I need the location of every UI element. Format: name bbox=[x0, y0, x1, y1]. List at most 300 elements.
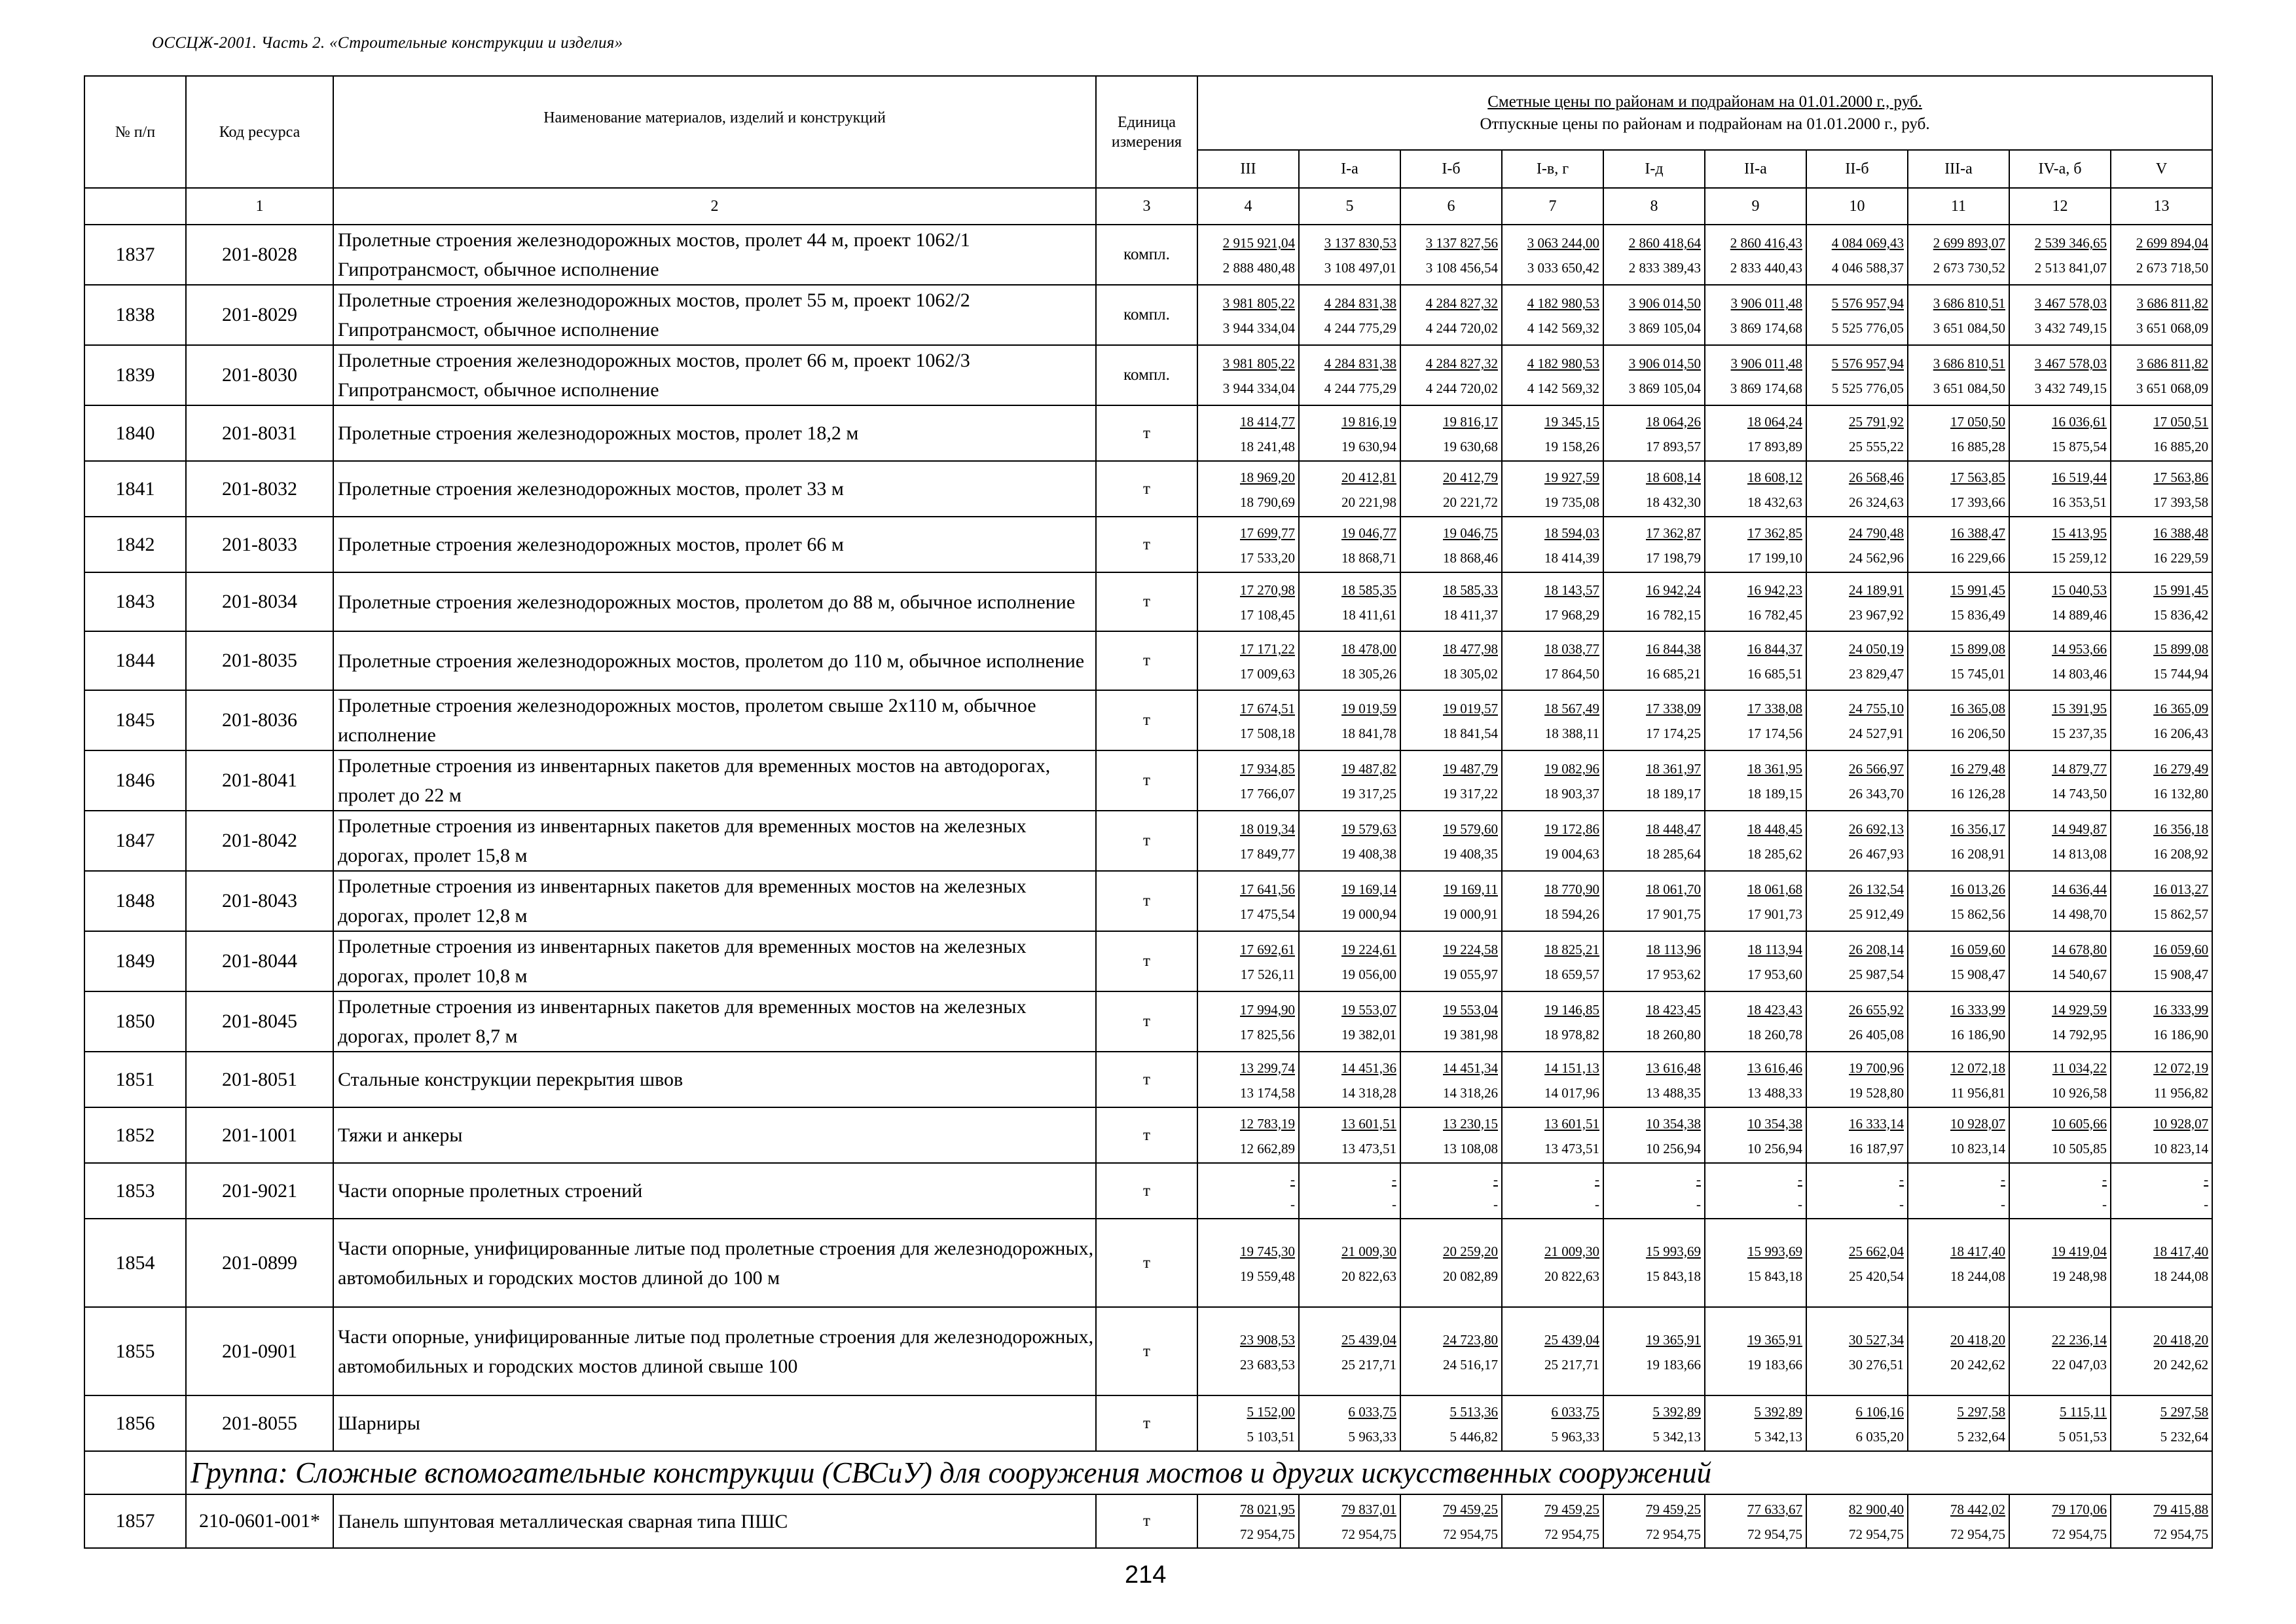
release-price: 17 533,20 bbox=[1240, 549, 1295, 566]
estimate-price: - bbox=[1798, 1171, 1802, 1187]
price-cell bbox=[2111, 1219, 2212, 1307]
estimate-price: 3 686 810,51 bbox=[1933, 356, 2005, 371]
estimate-price: 4 284 827,32 bbox=[1425, 295, 1498, 311]
release-price: 2 833 389,43 bbox=[1628, 260, 1701, 276]
release-price: 3 869 174,68 bbox=[1730, 380, 1802, 396]
release-price: 14 743,50 bbox=[2052, 786, 2107, 802]
release-price: 4 142 569,32 bbox=[1527, 380, 1599, 396]
price-cell bbox=[1705, 690, 1806, 750]
release-price: 15 862,56 bbox=[1950, 906, 2005, 922]
release-price: 10 256,94 bbox=[1747, 1140, 1802, 1156]
estimate-price: 18 585,33 bbox=[1443, 582, 1498, 598]
estimate-price: 15 413,95 bbox=[2052, 525, 2107, 541]
estimate-price: 26 692,13 bbox=[1849, 821, 1904, 837]
release-price: 20 082,89 bbox=[1443, 1268, 1498, 1284]
release-price: 18 841,78 bbox=[1341, 726, 1396, 741]
price-cell bbox=[2009, 1163, 2111, 1219]
estimate-price: 17 270,98 bbox=[1240, 582, 1295, 598]
estimate-price: 16 942,23 bbox=[1747, 582, 1802, 598]
estimate-price: - bbox=[2204, 1171, 2209, 1187]
colnum-blank bbox=[84, 188, 186, 225]
price-cell bbox=[1400, 285, 1502, 345]
price-cell bbox=[1502, 517, 1603, 572]
release-price: - bbox=[1392, 1196, 1396, 1212]
release-price: 23 829,47 bbox=[1849, 666, 1904, 682]
release-price: 22 047,03 bbox=[2052, 1356, 2107, 1373]
unit-of-measure: компл. bbox=[1096, 345, 1197, 405]
price-cell bbox=[1806, 811, 1908, 871]
price-cell bbox=[2009, 1052, 2111, 1107]
release-price: 4 142 569,32 bbox=[1527, 320, 1599, 336]
release-price: 5 446,82 bbox=[1449, 1428, 1498, 1445]
release-price: 15 862,57 bbox=[2153, 906, 2209, 922]
header-region: III bbox=[1197, 150, 1299, 188]
price-cell bbox=[2009, 405, 2111, 461]
price-cell bbox=[1197, 1163, 1299, 1219]
price-cell bbox=[1603, 1494, 1705, 1548]
row-number: 1845 bbox=[84, 690, 186, 750]
column-number: 5 bbox=[1299, 188, 1400, 225]
price-cell bbox=[1502, 1494, 1603, 1548]
estimate-price: 24 050,19 bbox=[1849, 641, 1904, 657]
unit-of-measure: компл. bbox=[1096, 285, 1197, 345]
price-cell bbox=[1299, 1107, 1400, 1163]
price-cell bbox=[1806, 517, 1908, 572]
release-price: 18 868,46 bbox=[1443, 549, 1498, 566]
column-number: 8 bbox=[1603, 188, 1705, 225]
release-price: 5 232,64 bbox=[1957, 1428, 2005, 1445]
estimate-price: 4 182 980,53 bbox=[1527, 356, 1599, 371]
price-cell bbox=[2111, 285, 2212, 345]
estimate-price: 16 333,99 bbox=[2153, 1002, 2209, 1018]
estimate-price: 10 928,07 bbox=[1950, 1115, 2005, 1132]
material-name: Пролетные строения железнодорожных мостов, пролет 18,2 м bbox=[333, 405, 1096, 461]
release-price: 10 926,58 bbox=[2052, 1084, 2107, 1101]
price-cell bbox=[1502, 931, 1603, 991]
estimate-price: 5 576 957,94 bbox=[1831, 295, 1904, 311]
release-price: 10 256,94 bbox=[1646, 1140, 1701, 1156]
header-region: III-а bbox=[1908, 150, 2009, 188]
release-price: 16 206,43 bbox=[2153, 726, 2209, 741]
table-row bbox=[84, 1163, 2212, 1219]
header-num: № п/п bbox=[84, 76, 186, 188]
release-price: 20 822,63 bbox=[1341, 1268, 1396, 1284]
release-price: 3 944 334,04 bbox=[1222, 380, 1295, 396]
estimate-price: 79 459,25 bbox=[1646, 1502, 1701, 1517]
price-cell bbox=[2009, 1395, 2111, 1451]
column-number: 11 bbox=[1908, 188, 2009, 225]
resource-code: 210-0601-001* bbox=[186, 1494, 333, 1548]
release-price: 16 885,20 bbox=[2153, 438, 2209, 454]
price-cell bbox=[1603, 931, 1705, 991]
column-number: 6 bbox=[1400, 188, 1502, 225]
price-cell bbox=[1197, 517, 1299, 572]
estimate-price: 18 414,77 bbox=[1240, 413, 1295, 430]
price-cell bbox=[1299, 931, 1400, 991]
release-price: 14 318,28 bbox=[1341, 1084, 1396, 1101]
price-cell bbox=[1299, 811, 1400, 871]
release-price: 15 843,18 bbox=[1646, 1268, 1701, 1284]
estimate-price: 13 616,46 bbox=[1747, 1060, 1802, 1076]
release-price: 3 869 174,68 bbox=[1730, 320, 1802, 336]
resource-code: 201-8028 bbox=[186, 225, 333, 285]
unit-of-measure: т bbox=[1096, 750, 1197, 811]
resource-code: 201-8045 bbox=[186, 991, 333, 1052]
header-region: I-в, г bbox=[1502, 150, 1603, 188]
release-price: 13 174,58 bbox=[1240, 1084, 1295, 1101]
price-cell bbox=[1197, 1494, 1299, 1548]
estimate-price: 18 361,95 bbox=[1747, 761, 1802, 777]
price-cell bbox=[1502, 285, 1603, 345]
estimate-price: 3 686 810,51 bbox=[1933, 295, 2005, 311]
resource-code: 201-9021 bbox=[186, 1163, 333, 1219]
estimate-price: 19 700,96 bbox=[1849, 1060, 1904, 1076]
price-cell bbox=[1197, 1307, 1299, 1395]
price-cell bbox=[1603, 871, 1705, 931]
material-name: Пролетные строения железнодорожных мостов, пролет 55 м, проект 1062/2 Гипротрансмост, обычное исполнение bbox=[333, 285, 1096, 345]
unit-of-measure: т bbox=[1096, 1219, 1197, 1307]
release-price: 14 803,46 bbox=[2052, 666, 2107, 682]
material-name: Панель шпунтовая металлическая сварная типа ПШС bbox=[333, 1494, 1096, 1548]
estimate-price: 14 949,87 bbox=[2052, 821, 2107, 837]
estimate-price: 19 927,59 bbox=[1544, 469, 1599, 485]
column-number: 9 bbox=[1705, 188, 1806, 225]
resource-code: 201-0901 bbox=[186, 1307, 333, 1395]
price-cell bbox=[2111, 750, 2212, 811]
release-price: 72 954,75 bbox=[1240, 1526, 1295, 1542]
unit-of-measure: т bbox=[1096, 690, 1197, 750]
estimate-price: 18 825,21 bbox=[1544, 942, 1599, 957]
estimate-price: 16 365,08 bbox=[1950, 701, 2005, 716]
release-price: 12 662,89 bbox=[1240, 1140, 1295, 1156]
price-cell bbox=[1908, 1107, 2009, 1163]
release-price: 25 987,54 bbox=[1849, 967, 1904, 982]
price-cell bbox=[2009, 690, 2111, 750]
estimate-price: 18 361,97 bbox=[1646, 761, 1701, 777]
estimate-price: 20 412,79 bbox=[1443, 469, 1498, 485]
release-price: 19 248,98 bbox=[2052, 1268, 2107, 1284]
price-cell bbox=[1603, 1395, 1705, 1451]
price-cell bbox=[2111, 811, 2212, 871]
release-price: 14 540,67 bbox=[2052, 967, 2107, 982]
estimate-price: 5 513,36 bbox=[1449, 1403, 1498, 1420]
estimate-price: 19 146,85 bbox=[1544, 1002, 1599, 1018]
estimate-price: 15 391,95 bbox=[2052, 701, 2107, 716]
row-number: 1837 bbox=[84, 225, 186, 285]
estimate-price: 16 013,27 bbox=[2153, 881, 2209, 897]
column-number: 2 bbox=[333, 188, 1096, 225]
row-number: 1843 bbox=[84, 572, 186, 631]
material-name: Пролетные строения из инвентарных пакетов для временных мостов на железных дорогах, пролет 8,7 м bbox=[333, 991, 1096, 1052]
price-cell bbox=[1806, 1395, 1908, 1451]
price-cell bbox=[1400, 690, 1502, 750]
release-price: 10 823,14 bbox=[2153, 1140, 2209, 1156]
estimate-price: 10 354,38 bbox=[1747, 1115, 1802, 1132]
price-cell bbox=[1502, 405, 1603, 461]
price-cell bbox=[1299, 1163, 1400, 1219]
release-price: 14 498,70 bbox=[2052, 906, 2107, 922]
price-cell bbox=[1502, 871, 1603, 931]
price-cell bbox=[1908, 631, 2009, 690]
estimate-price: 4 182 980,53 bbox=[1527, 295, 1599, 311]
release-price: 26 405,08 bbox=[1849, 1027, 1904, 1043]
price-cell bbox=[1197, 345, 1299, 405]
estimate-price: 15 991,45 bbox=[1950, 582, 2005, 598]
estimate-price: 3 137 830,53 bbox=[1324, 235, 1396, 251]
estimate-price: 10 928,07 bbox=[2153, 1115, 2209, 1132]
column-number: 4 bbox=[1197, 188, 1299, 225]
estimate-price: 20 418,20 bbox=[1950, 1331, 2005, 1348]
row-number: 1848 bbox=[84, 871, 186, 931]
estimate-price: 79 837,01 bbox=[1341, 1502, 1396, 1517]
release-price: - bbox=[1595, 1196, 1599, 1212]
price-cell bbox=[1502, 811, 1603, 871]
release-price: 14 792,95 bbox=[2052, 1027, 2107, 1043]
release-price: 17 108,45 bbox=[1240, 607, 1295, 623]
price-cell bbox=[1400, 931, 1502, 991]
release-price: 15 237,35 bbox=[2052, 726, 2107, 741]
estimate-price: 25 791,92 bbox=[1849, 413, 1904, 430]
unit-of-measure: т bbox=[1096, 811, 1197, 871]
release-price: 5 232,64 bbox=[2160, 1428, 2209, 1445]
material-name: Тяжи и анкеры bbox=[333, 1107, 1096, 1163]
estimate-price: 16 356,17 bbox=[1950, 821, 2005, 837]
price-cell bbox=[1299, 461, 1400, 517]
estimate-price: 18 448,47 bbox=[1646, 821, 1701, 837]
price-cell bbox=[1299, 572, 1400, 631]
table-row bbox=[84, 572, 2212, 631]
price-cell bbox=[1806, 285, 1908, 345]
price-cell bbox=[1502, 631, 1603, 690]
release-price: 10 505,85 bbox=[2052, 1140, 2107, 1156]
release-price: 19 559,48 bbox=[1240, 1268, 1295, 1284]
release-price: 30 276,51 bbox=[1849, 1356, 1904, 1373]
release-price: 19 056,00 bbox=[1341, 967, 1396, 982]
estimate-price: 17 563,86 bbox=[2153, 469, 2209, 485]
price-cell bbox=[1705, 1307, 1806, 1395]
price-cell bbox=[1197, 1219, 1299, 1307]
price-cell bbox=[1705, 285, 1806, 345]
estimate-price: 4 284 827,32 bbox=[1425, 356, 1498, 371]
estimate-price: 5 297,58 bbox=[2160, 1403, 2209, 1420]
price-cell bbox=[1299, 517, 1400, 572]
release-price: 2 673 730,52 bbox=[1933, 260, 2005, 276]
release-price: 20 221,72 bbox=[1443, 494, 1498, 510]
resource-code: 201-1001 bbox=[186, 1107, 333, 1163]
price-cell bbox=[1705, 461, 1806, 517]
release-price: 26 343,70 bbox=[1849, 786, 1904, 802]
release-price: 4 244 720,02 bbox=[1425, 320, 1498, 336]
price-cell bbox=[1806, 1052, 1908, 1107]
price-cell bbox=[2111, 1395, 2212, 1451]
estimate-price: 19 019,59 bbox=[1341, 701, 1396, 716]
price-cell bbox=[2111, 405, 2212, 461]
estimate-price: 18 061,68 bbox=[1747, 881, 1802, 897]
price-cell bbox=[2111, 461, 2212, 517]
resource-code: 201-8034 bbox=[186, 572, 333, 631]
estimate-price: 4 084 069,43 bbox=[1831, 235, 1904, 251]
price-cell bbox=[2009, 345, 2111, 405]
release-price: 23 967,92 bbox=[1849, 607, 1904, 623]
price-cell bbox=[1806, 1107, 1908, 1163]
unit-of-measure: т bbox=[1096, 405, 1197, 461]
price-cell bbox=[1806, 405, 1908, 461]
release-price: 18 189,17 bbox=[1646, 786, 1701, 802]
price-cell bbox=[1806, 345, 1908, 405]
release-price: 17 174,56 bbox=[1747, 726, 1802, 741]
estimate-price: 25 439,04 bbox=[1341, 1331, 1396, 1348]
price-cell bbox=[2111, 225, 2212, 285]
unit-of-measure: т bbox=[1096, 572, 1197, 631]
estimate-price: 13 616,48 bbox=[1646, 1060, 1701, 1076]
estimate-price: 18 113,96 bbox=[1646, 942, 1701, 957]
release-price: 72 954,75 bbox=[1747, 1526, 1802, 1542]
price-cell bbox=[2009, 1494, 2111, 1548]
price-cell bbox=[1197, 285, 1299, 345]
estimate-price: 18 770,90 bbox=[1544, 881, 1599, 897]
release-price: 19 183,66 bbox=[1747, 1356, 1802, 1373]
price-cell bbox=[1806, 1163, 1908, 1219]
price-cell bbox=[1197, 1052, 1299, 1107]
estimate-price: 18 113,94 bbox=[1747, 942, 1802, 957]
release-price: 16 685,21 bbox=[1646, 666, 1701, 682]
estimate-price: 24 723,80 bbox=[1443, 1331, 1498, 1348]
release-price: 16 187,97 bbox=[1849, 1140, 1904, 1156]
price-cell bbox=[2111, 572, 2212, 631]
estimate-price: 21 009,30 bbox=[1544, 1243, 1599, 1259]
price-table bbox=[84, 75, 2213, 1549]
price-cell bbox=[1299, 405, 1400, 461]
release-price: 16 353,51 bbox=[2052, 494, 2107, 510]
estimate-price: 16 844,38 bbox=[1646, 641, 1701, 657]
release-price: 25 217,71 bbox=[1544, 1356, 1599, 1373]
release-price: 16 208,92 bbox=[2153, 846, 2209, 862]
header-region: I-б bbox=[1400, 150, 1502, 188]
resource-code: 201-8042 bbox=[186, 811, 333, 871]
price-cell bbox=[1806, 461, 1908, 517]
resource-code: 201-8051 bbox=[186, 1052, 333, 1107]
price-cell bbox=[1603, 750, 1705, 811]
price-cell bbox=[1603, 1219, 1705, 1307]
estimate-price: 19 365,91 bbox=[1646, 1331, 1701, 1348]
release-price: 18 594,26 bbox=[1544, 906, 1599, 922]
release-price: - bbox=[1493, 1196, 1498, 1212]
release-price: 18 189,15 bbox=[1747, 786, 1802, 802]
release-price: 18 244,08 bbox=[1950, 1268, 2005, 1284]
price-cell bbox=[2111, 1052, 2212, 1107]
price-cell bbox=[2009, 461, 2111, 517]
material-name: Пролетные строения железнодорожных мостов, пролет 66 м bbox=[333, 517, 1096, 572]
price-cell bbox=[1400, 750, 1502, 811]
release-price: 15 259,12 bbox=[2052, 549, 2107, 566]
price-cell bbox=[1705, 811, 1806, 871]
release-price: 26 324,63 bbox=[1849, 494, 1904, 510]
release-price: 19 381,98 bbox=[1443, 1027, 1498, 1043]
row-number: 1838 bbox=[84, 285, 186, 345]
price-cell bbox=[1502, 225, 1603, 285]
estimate-price: 19 019,57 bbox=[1443, 701, 1498, 716]
estimate-price: 17 692,61 bbox=[1240, 942, 1295, 957]
release-price: 19 000,94 bbox=[1341, 906, 1396, 922]
resource-code: 201-8043 bbox=[186, 871, 333, 931]
price-table-container bbox=[84, 75, 2210, 1549]
price-cell bbox=[1400, 345, 1502, 405]
estimate-price: 17 699,77 bbox=[1240, 525, 1295, 541]
estimate-price: 16 365,09 bbox=[2153, 701, 2209, 716]
estimate-price: 18 064,24 bbox=[1747, 413, 1802, 430]
release-price: - bbox=[2102, 1196, 2107, 1212]
resource-code: 201-8030 bbox=[186, 345, 333, 405]
table-row bbox=[84, 225, 2212, 285]
release-price: 16 186,90 bbox=[2153, 1027, 2209, 1043]
table-row bbox=[84, 1219, 2212, 1307]
release-price: 5 051,53 bbox=[2058, 1428, 2107, 1445]
price-cell bbox=[1603, 405, 1705, 461]
price-cell bbox=[1705, 572, 1806, 631]
estimate-price: 3 686 811,82 bbox=[2136, 295, 2209, 311]
release-price: 19 055,97 bbox=[1443, 967, 1498, 982]
release-price: 19 630,94 bbox=[1341, 438, 1396, 454]
price-cell bbox=[1197, 750, 1299, 811]
estimate-price: - bbox=[1493, 1171, 1498, 1187]
estimate-price: 20 412,81 bbox=[1341, 469, 1396, 485]
estimate-price: 18 143,57 bbox=[1544, 582, 1599, 598]
release-price: 18 659,57 bbox=[1544, 967, 1599, 982]
row-number: 1857 bbox=[84, 1494, 186, 1548]
resource-code: 201-8044 bbox=[186, 931, 333, 991]
estimate-price: 2 915 921,04 bbox=[1222, 235, 1295, 251]
release-price: 17 849,77 bbox=[1240, 846, 1295, 862]
release-price: 18 411,61 bbox=[1341, 607, 1396, 623]
material-name: Части опорные, унифицированные литые под пролетные строения для железнодорожных, автомобильных и городских мостов длиной до 100 м bbox=[333, 1219, 1096, 1307]
estimate-price: 79 170,06 bbox=[2052, 1502, 2107, 1517]
price-cell bbox=[2009, 750, 2111, 811]
estimate-price: 19 579,63 bbox=[1341, 821, 1396, 837]
release-price: 15 875,54 bbox=[2052, 438, 2107, 454]
estimate-price: 3 906 014,50 bbox=[1628, 295, 1701, 311]
estimate-price: 14 953,66 bbox=[2052, 641, 2107, 657]
price-cell bbox=[1603, 572, 1705, 631]
price-cell bbox=[1502, 1219, 1603, 1307]
price-cell bbox=[1197, 631, 1299, 690]
release-price: 16 782,45 bbox=[1747, 607, 1802, 623]
estimate-price: 2 699 893,07 bbox=[1933, 235, 2005, 251]
column-number: 13 bbox=[2111, 188, 2212, 225]
estimate-price: 3 906 014,50 bbox=[1628, 356, 1701, 371]
price-cell bbox=[1603, 1163, 1705, 1219]
price-cell bbox=[1705, 871, 1806, 931]
estimate-price: 16 356,18 bbox=[2153, 821, 2209, 837]
price-cell bbox=[2111, 1163, 2212, 1219]
price-cell bbox=[1400, 811, 1502, 871]
estimate-price: 13 601,51 bbox=[1341, 1115, 1396, 1132]
estimate-price: 20 259,20 bbox=[1443, 1243, 1498, 1259]
release-price: 18 868,71 bbox=[1341, 549, 1396, 566]
estimate-price: 5 392,89 bbox=[1652, 1403, 1701, 1420]
price-cell bbox=[1197, 1395, 1299, 1451]
release-price: 16 186,90 bbox=[1950, 1027, 2005, 1043]
material-name: Пролетные строения из инвентарных пакетов для временных мостов на железных дорогах, пролет 10,8 м bbox=[333, 931, 1096, 991]
estimate-price: 77 633,67 bbox=[1747, 1502, 1802, 1517]
group-row-blank bbox=[84, 1451, 186, 1494]
release-price: 18 978,82 bbox=[1544, 1027, 1599, 1043]
table-row bbox=[84, 285, 2212, 345]
group-row bbox=[84, 1451, 2212, 1494]
price-cell bbox=[1299, 871, 1400, 931]
release-price: 16 885,28 bbox=[1950, 438, 2005, 454]
release-price: 3 033 650,42 bbox=[1527, 260, 1599, 276]
estimate-price: 4 284 831,38 bbox=[1324, 356, 1396, 371]
